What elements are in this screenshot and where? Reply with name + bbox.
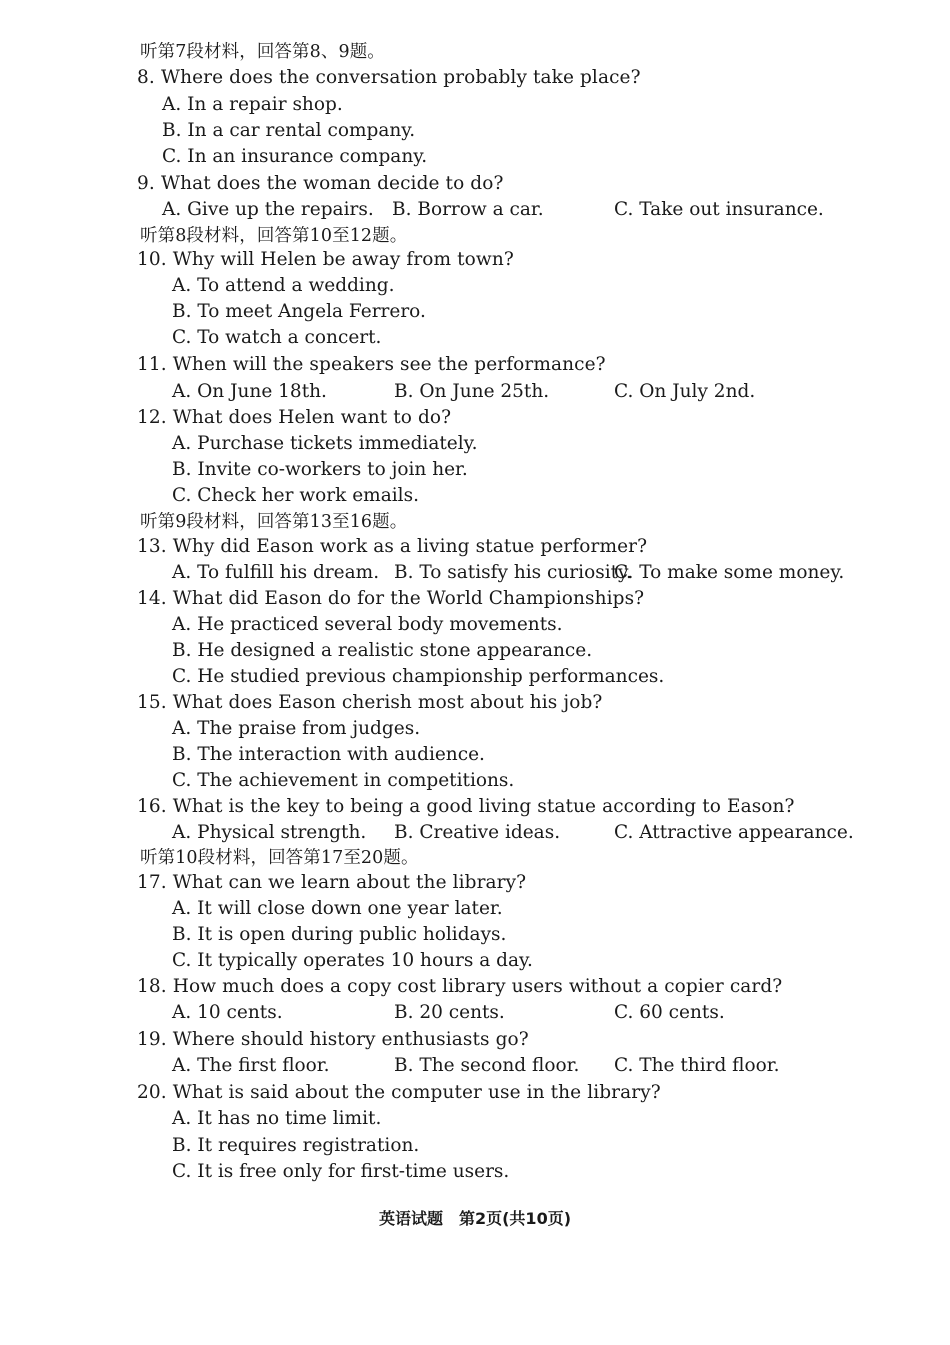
option-c: C. It is free only for first-time users. — [172, 1161, 510, 1182]
option-a: A. Give up the repairs. — [162, 199, 374, 220]
option-a: A. 10 cents. — [172, 1002, 283, 1023]
question-number: 16. — [137, 796, 167, 817]
question-number: 20. — [137, 1082, 167, 1103]
option-c: C. Attractive appearance. — [614, 822, 854, 843]
option-a: A. He practiced several body movements. — [172, 614, 563, 635]
option-c: C. The achievement in competitions. — [172, 770, 515, 791]
option-c: C. To watch a concert. — [172, 327, 382, 348]
option-c: C. The third floor. — [614, 1055, 780, 1076]
option-b: B. On June 25th. — [394, 381, 550, 402]
option-a: A. It will close down one year later. — [172, 898, 503, 919]
question-14 — [137, 587, 644, 611]
question-text: What does the woman decide to do? — [161, 173, 504, 194]
option-a: A. On June 18th. — [172, 381, 327, 402]
question-number: 18. — [137, 976, 167, 997]
question-text: What is said about the computer use in the library? — [172, 1082, 661, 1103]
question-number: 10. — [137, 249, 167, 270]
section-heading-7: 听第7段材料，回答第8、9题。 — [140, 42, 385, 62]
question-number: 15. — [137, 692, 167, 713]
option-c: C. It typically operates 10 hours a day. — [172, 950, 533, 971]
question-19 — [137, 1028, 529, 1052]
question-number: 17. — [137, 872, 167, 893]
question-number: 14. — [137, 588, 167, 609]
question-text: Why did Eason work as a living statue performer? — [172, 536, 648, 557]
question-text: When will the speakers see the performance? — [172, 354, 606, 375]
question-text: What does Eason cherish most about his job? — [172, 692, 603, 713]
option-b: B. Borrow a car. — [392, 199, 544, 220]
question-13 — [137, 535, 647, 559]
question-17 — [137, 871, 526, 895]
option-b: B. Invite co-workers to join her. — [172, 459, 468, 480]
option-a: A. To attend a wedding. — [172, 275, 395, 296]
question-20 — [137, 1081, 661, 1105]
question-16 — [137, 795, 795, 819]
option-a: A. To fulfill his dream. — [172, 562, 380, 583]
option-b: B. To satisfy his curiosity. — [394, 562, 632, 583]
question-10 — [137, 248, 514, 272]
question-number: 11. — [137, 354, 167, 375]
option-b: B. It is open during public holidays. — [172, 924, 507, 945]
section-heading-8: 听第8段材料，回答第10至12题。 — [140, 226, 408, 246]
option-b: B. It requires registration. — [172, 1135, 420, 1156]
option-a: A. The praise from judges. — [172, 718, 421, 739]
question-text: What does Helen want to do? — [172, 407, 452, 428]
option-a: A. In a repair shop. — [162, 94, 343, 115]
question-text: Why will Helen be away from town? — [172, 249, 514, 270]
question-text: What can we learn about the library? — [172, 872, 527, 893]
option-b: B. To meet Angela Ferrero. — [172, 301, 426, 322]
option-a: A. It has no time limit. — [172, 1108, 382, 1129]
option-a: A. Physical strength. — [172, 822, 367, 843]
option-c: C. He studied previous championship performances. — [172, 666, 665, 687]
option-b: B. In a car rental company. — [162, 120, 416, 141]
option-c: C. 60 cents. — [614, 1002, 725, 1023]
question-text: What did Eason do for the World Championships? — [172, 588, 645, 609]
question-number: 12. — [137, 407, 167, 428]
question-8 — [137, 66, 641, 90]
question-15 — [137, 691, 602, 715]
option-b: B. He designed a realistic stone appearance. — [172, 640, 593, 661]
question-number: 19. — [137, 1029, 167, 1050]
option-a: A. Purchase tickets immediately. — [172, 433, 478, 454]
option-b: B. The interaction with audience. — [172, 744, 485, 765]
option-c: C. On July 2nd. — [614, 381, 756, 402]
question-text: Where does the conversation probably take place? — [161, 67, 641, 88]
question-9 — [137, 172, 504, 196]
question-text: What is the key to being a good living statue according to Eason? — [172, 796, 795, 817]
section-heading-10: 听第10段材料，回答第17至20题。 — [140, 848, 419, 868]
option-c: C. Check her work emails. — [172, 485, 419, 506]
option-b: B. Creative ideas. — [394, 822, 561, 843]
question-12 — [137, 406, 451, 430]
option-c: C. Take out insurance. — [614, 199, 824, 220]
option-b: B. The second floor. — [394, 1055, 580, 1076]
question-11 — [137, 353, 606, 377]
question-number: 13. — [137, 536, 167, 557]
option-b: B. 20 cents. — [394, 1002, 505, 1023]
question-text: Where should history enthusiasts go? — [172, 1029, 529, 1050]
question-number: 9. — [137, 173, 155, 194]
question-18 — [137, 975, 782, 999]
section-heading-9: 听第9段材料，回答第13至16题。 — [140, 512, 408, 532]
option-c: C. To make some money. — [614, 562, 845, 583]
option-c: C. In an insurance company. — [162, 146, 428, 167]
option-a: A. The first floor. — [172, 1055, 330, 1076]
question-number: 8. — [137, 67, 155, 88]
question-text: How much does a copy cost library users without a copier card? — [172, 976, 783, 997]
page-footer: 英语试题 第2页(共10页) — [378, 1209, 572, 1228]
